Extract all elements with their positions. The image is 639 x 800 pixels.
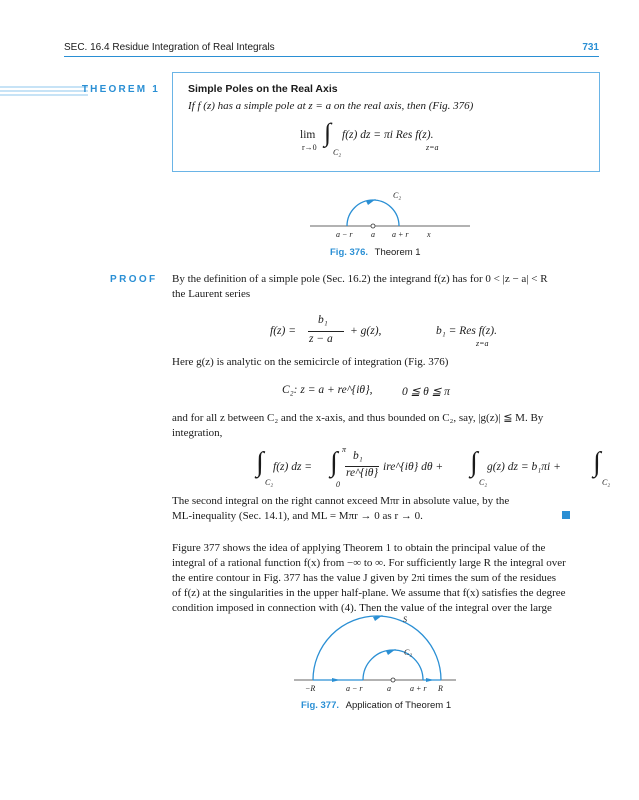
fig377-tick-a-plus-r: a + r bbox=[410, 684, 427, 693]
paragraph-line-4: of f(z) at the singularities in the upper half-plane. We assume that f(x) satisfies the degree bbox=[172, 587, 566, 599]
fig377-tick-r: R bbox=[438, 684, 443, 693]
fig376-caption-label: Fig. 376. bbox=[330, 247, 369, 258]
eq2-left: C₂: z = a + re^{iθ}, bbox=[282, 384, 373, 396]
theorem-eq-integrand: f(z) dz = πi Res f(z). bbox=[342, 129, 434, 141]
proof-line-6: The second integral on the right cannot exceed Mπr in absolute value, by the bbox=[172, 495, 510, 507]
eq1-den: z − a bbox=[309, 333, 333, 345]
eq3-upper: π bbox=[342, 445, 347, 454]
proof-line-5: integration, bbox=[172, 427, 223, 439]
eq1-lhs: f(z) = bbox=[270, 325, 296, 337]
pole-point bbox=[371, 224, 375, 228]
eq2-right: 0 ≦ θ ≦ π bbox=[402, 386, 450, 398]
paragraph-line-2: integral of a rational function f(x) from −∞ to ∞. For sufficiently large R the integral over bbox=[172, 557, 566, 569]
theorem-title: Simple Poles on the Real Axis bbox=[188, 83, 338, 95]
fig376-label-c2: C₂ bbox=[393, 191, 402, 200]
fig377-label-s: S bbox=[403, 615, 407, 624]
eq3-lower: 0 bbox=[336, 480, 340, 489]
eq1-rest: + g(z), bbox=[350, 325, 382, 337]
paragraph bbox=[172, 541, 602, 616]
fig376-caption-text: Theorem 1 bbox=[374, 247, 421, 258]
paragraph-line-5: condition imposed in connection with (4). Then the value of the integral over the large bbox=[172, 602, 552, 614]
integral-sign: ∫ bbox=[256, 447, 264, 478]
header-rule bbox=[64, 56, 599, 57]
fig377-tick-a-minus-r: a − r bbox=[346, 684, 363, 693]
figure-376 bbox=[300, 186, 480, 246]
eq1-fraction-bar bbox=[308, 331, 344, 332]
fig377-caption bbox=[301, 700, 451, 711]
paragraph-line-1: Figure 377 shows the idea of applying Theorem 1 to obtain the principal value of the bbox=[172, 542, 546, 554]
proof-line-4: and for all z between C₂ and the x-axis, and thus bounded on C₂, say, |g(z)| ≦ M. By bbox=[172, 412, 544, 424]
proof-line-1: By the definition of a simple pole (Sec. 16.2) the integrand f(z) has for 0 < |z − a| < R bbox=[172, 273, 548, 285]
fig377-caption-label: Fig. 377. bbox=[301, 700, 340, 711]
fig377-tick-a: a bbox=[387, 684, 391, 693]
integral-sign: ∫ bbox=[324, 118, 332, 147]
eq3-num: b₁ bbox=[353, 450, 363, 462]
fig376-tick-a-plus-r: a + r bbox=[392, 230, 409, 239]
eq3-sub-2: C₂ bbox=[479, 478, 488, 487]
eq1-right: b₁ = Res f(z). bbox=[436, 325, 497, 337]
fig376-tick-a: a bbox=[371, 230, 375, 239]
eq3-b: ire^{iθ} dθ + bbox=[383, 461, 444, 473]
eq3-c: g(z) dz = b₁πi + bbox=[487, 461, 561, 473]
paragraph-line-3: the entire contour in Fig. 377 has the value J given by 2πi times the sum of the residues bbox=[172, 572, 557, 584]
proof-line-2: the Laurent series bbox=[172, 288, 251, 300]
fig376-tick-x: x bbox=[427, 230, 431, 239]
figure-377 bbox=[280, 612, 480, 692]
page-number: 731 bbox=[582, 42, 599, 53]
proof-line-3: Here g(z) is analytic on the semicircle of integration (Fig. 376) bbox=[172, 356, 449, 368]
proof-line-7: ML-inequality (Sec. 14.1), and ML = Mπr → 0 as r → 0. bbox=[172, 510, 423, 522]
semicircle-c2 bbox=[347, 200, 399, 226]
theorem-eq-lim: lim bbox=[300, 129, 316, 141]
fig377-label-c2: C₂ bbox=[404, 648, 413, 657]
running-header: SEC. 16.4 Residue Integration of Real Integrals bbox=[64, 42, 275, 53]
eq3-a: f(z) dz = bbox=[273, 461, 313, 473]
theorem-eq-res-sub: z=a bbox=[426, 143, 439, 152]
qed-square bbox=[562, 511, 570, 519]
eq3-sub-1: C₂ bbox=[265, 478, 274, 487]
eq1-sub: z=a bbox=[476, 339, 489, 348]
fig377-tick-neg-r: −R bbox=[305, 684, 316, 693]
eq3-sub-3: C₂ bbox=[602, 478, 611, 487]
fig376-caption bbox=[330, 247, 421, 258]
proof-label: PROOF bbox=[110, 274, 158, 285]
theorem-eq-lim-sub: r→0 bbox=[302, 143, 317, 152]
eq3-den: re^{iθ} bbox=[346, 467, 379, 479]
eq1-num: b₁ bbox=[318, 314, 328, 326]
fig376-tick-a-minus-r: a − r bbox=[336, 230, 353, 239]
semicircle-c2 bbox=[363, 650, 423, 680]
theorem-statement: If f (z) has a simple pole at z = a on the real axis, then (Fig. 376) bbox=[188, 100, 474, 112]
fig377-caption-text: Application of Theorem 1 bbox=[345, 700, 452, 711]
integral-sign: ∫ bbox=[593, 447, 601, 478]
integral-sign: ∫ bbox=[330, 447, 338, 478]
pole-point bbox=[391, 678, 395, 682]
integral-sign: ∫ bbox=[470, 447, 478, 478]
theorem-label: THEOREM 1 bbox=[81, 84, 160, 95]
theorem-eq-contour: C₂ bbox=[333, 148, 342, 157]
